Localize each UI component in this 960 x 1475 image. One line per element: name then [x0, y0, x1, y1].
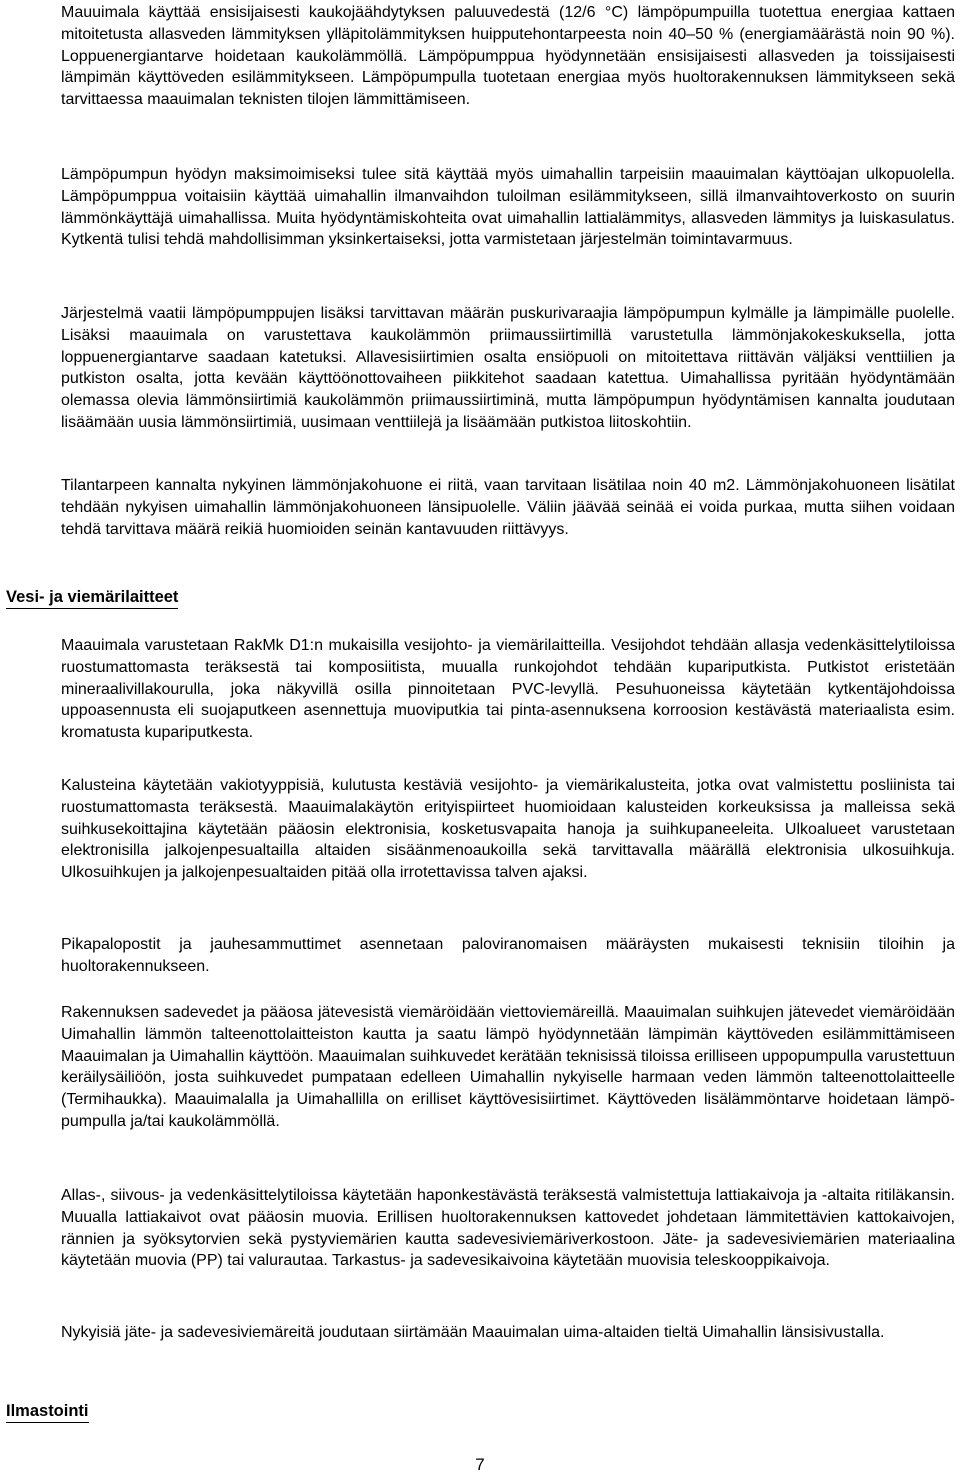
paragraph-heat-pump-utilization: Lämpöpumpun hyödyn maksimoimiseksi tulee sitä käyttää myös uimahallin tarpeisiin maauimalan käyttöajan ulkopuolella. Lämpöpumppua voitaisiin käyttää uimahallin ilmanvaihdon tuloilman esilämmitykseen, sillä ilmanvaihtoverkosto on suurin lämmönkäyttäjä uimahallissa. Muita hyödyntämiskohteita ovat uimahallin lattialämmitys, allasveden lämmitys ja luiskasulatus. Kytkentä tulisi tehdä mahdollisimman yksinkertaiseksi, jotta varmistetaan järjestelmän toimintavarmuus.: [61, 166, 955, 249]
paragraph-fire-hoses: Pikapalopostit ja jauhesammuttimet asennetaan paloviranomaisen määräysten mukaisesti teknisiin tiloihin ja huoltorakennukseen.: [61, 936, 955, 975]
page-number: 7: [475, 1455, 485, 1474]
paragraph-fixtures: Kalusteina käytetään vakiotyyppisiä, kulutusta kestäviä vesijohto- ja viemärikalusteita, jotka ovat valmistettu posliinista tai ruostumattomasta teräksestä. Maauimalakäytön erityispiirteet huomioidaan kalusteiden korkeuksissa ja malleissa sekä suihkusekoittajina käytetään pääosin elektronisia, kosketusvapaita hanoja ja suihkupaneeleita. Ulkoalueet varustetaan elektronisilla jalkojenpesualtailla altaiden sisäänmenoaukoilla sekä tarvittavalla määrällä elektronisia ulkosuihkuja. Ulkosuihkujen ja jalkojenpesualtaiden pitää olla irrotettavissa talven ajaksi.: [61, 777, 955, 882]
paragraph-water-pipes: Maauimala varustetaan RakMk D1:n mukaisilla vesijohto- ja viemärilaitteilla. Vesijohdot tehdään allasja vedenkäsittelytiloissa ruostumattomasta teräksestä tai komposiitista, muualla runkojohdot tehdään kupariputkista. Putkistot eristetään mineraalivillakourulla, joka näkyvillä osilla pinnoitetaan PVC-levyllä. Pesuhuoneissa käytetään kytkentäjohdoissa uppoasennusta eli suojaputkeen asennettuja muoviputkia tai pinta-asennuksena korroosion kestävästä materiaalista esim. kromatusta kupariputkesta.: [61, 637, 955, 742]
paragraph-space-requirement: Tilantarpeen kannalta nykyinen lämmönjakohuone ei riitä, vaan tarvitaan lisätilaa noin 40 m2. Lämmönjakohuoneen lisätilat tehdään nykyisen uimahallin lämmönjakohuoneen länsipuolelle. Väliin jäävää seinää ei voida purkaa, mutta siihen voidaan tehdä tarvittava määrä reikiä huomioiden seinän kantavuuden riittävyys.: [61, 477, 955, 538]
heading-water-sewer: Vesi- ja viemärilaitteet: [6, 586, 178, 609]
heading-ventilation: Ilmastointi: [6, 1400, 89, 1423]
paragraph-sewer-relocation: Nykyisiä jäte- ja sadevesiviemäreitä joudutaan siirtämään Maauimalan uima-altaiden tieltä Uimahallin länsisivustalla.: [61, 1324, 885, 1341]
paragraph-buffer-tanks: Järjestelmä vaatii lämpöpumppujen lisäksi tarvittavan määrän puskurivaraajia lämpöpumpun kylmälle ja lämpimälle puolelle. Lisäksi maauimala on varustettava kaukolämmön priimaussiirtimillä varustetulla lämmönjakokeskuksella, jotta loppuenergiantarve saadaan katetuksi. Allavesisiirtimien osalta ensiöpuoli on mitoitettava riittävän väljäksi venttiilien ja putkiston osalta, jotta kevään käyttöönottovaiheen piikkitehot saadaan katettua. Uimahallissa pyritään hyödyntämään olemassa olevia lämmönsiirtimiä kaukolämmön priimaussiirtiminä, mutta lämpöpumpun hyödyntämisen kannalta joudutaan lisäämään uusia lämmönsiirtimiä, uusimaan venttiilejä ja lisäämään putkistoa liitoskohtiin.: [61, 305, 955, 431]
paragraph-rainwater: Rakennuksen sadevedet ja pääosa jätevesistä viemäröidään viettoviemäreillä. Maauimalan suihkujen jätevedet viemäröidään Uimahallin lämmön talteenottolaitteiston kautta ja saatu lämpö hyödynnetään lämpimän käyttöveden esilämmittämiseen Maauimalan ja Uimahallin käyttöön. Maauimalan suihkuvedet kerätään teknisissä tiloissa erilliseen uppopumpulla varustettuun keräilysäiliöön, josta suihkuvedet pumpataan edelleen Uimahallin nykyiselle harmaan veden lämmön talteenottolaitteelle (Termihaukka). Maauimalalla ja Uimahallilla on erilliset käyttövesisiirtimet. Käyttöveden lisälämmöntarve hoidetaan lämpöpumpulla ja/tai kaukolämmöllä.: [61, 1004, 955, 1130]
paragraph-heat-pump-energy: Mauuimala käyttää ensisijaisesti kaukojäähdytyksen paluuvedestä (12/6 °C) lämpöpumpuilla tuotettua energiaa kattaen mitoitetusta allasveden lämmityksen ylläpitolämmityksen huipputehontarpeesta noin 40–50 % (energiamäärästä noin 90 %). Loppuenergiantarve hoidetaan kaukolämmöllä. Lämpöpumppua hyödynnetään ensisijaisesti allasveden ja toissijaisesti lämpimän käyttöveden esilämmitykseen. Lämpöpumpulla tuotetaan energiaa myös huoltorakennuksen lämmitykseen sekä tarvittaessa maauimalan teknisten tilojen lämmittämiseen.: [61, 4, 955, 109]
paragraph-floor-drains: Allas-, siivous- ja vedenkäsittelytiloissa käytetään haponkestävästä teräksestä valmistettuja lattiakaivoja ja -altaita ritiläkansin. Muualla lattiakaivot ovat pääosin muovia. Erillisen huoltorakennuksen kattovedet johdetaan lämmitettävien kattokaivojen, rännien ja syöksytorvien sekä pystyviemärien kautta sadevesiviemäriverkostoon. Jäte- ja sadevesiviemärien materiaalina käytetään muovia (PP) tai valurautaa. Tarkastus- ja sadevesikaivoina käytetään muovisia teleskooppikaivoja.: [61, 1187, 955, 1270]
